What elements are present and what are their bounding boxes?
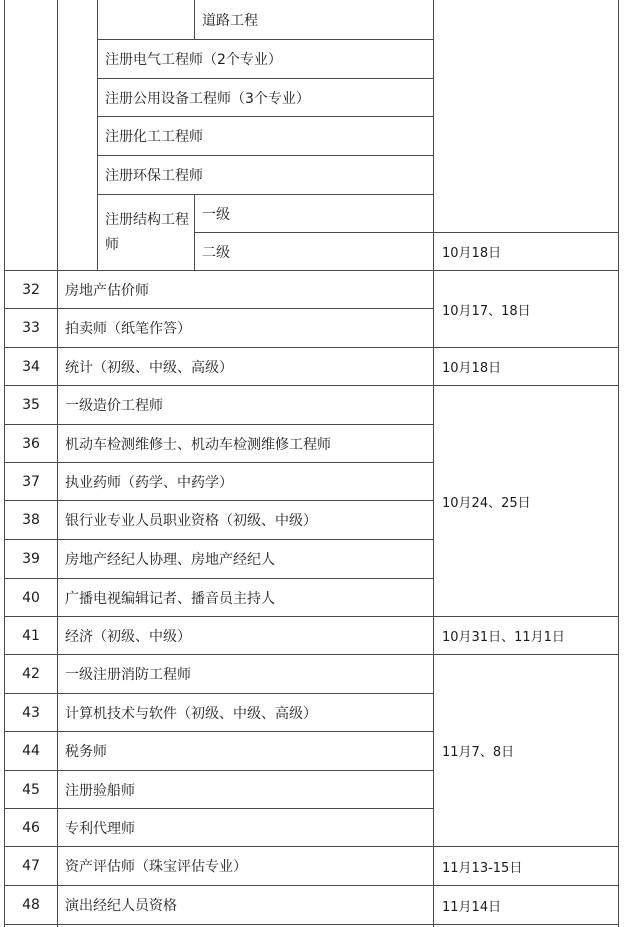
row-exam-name: 银行业专业人员职业资格（初级、中级） <box>65 513 317 529</box>
row-exam-name: 专利代理师 <box>65 820 135 837</box>
row-number: 39 <box>22 551 40 567</box>
cell-date-48: 11月14日 <box>442 899 502 915</box>
cell-level-two: 二级 <box>202 244 230 261</box>
row-exam-name: 统计（初级、中级、高级） <box>65 359 233 376</box>
cell-electrical-engineer: 注册电气工程师（2个专业） <box>105 52 282 68</box>
row-exam-name: 房地产经纪人协理、房地产经纪人 <box>65 552 275 568</box>
row-exam-name: 一级造价工程师 <box>65 398 163 414</box>
row-exam-name: 房地产估价师 <box>65 282 149 299</box>
row-number: 36 <box>22 435 40 452</box>
row-exam-name: 广播电视编辑记者、播音员主持人 <box>65 590 275 607</box>
cell-date-32-33: 10月17、18日 <box>442 303 531 319</box>
row-number: 41 <box>22 627 40 644</box>
row-exam-name: 拍卖师（纸笔作答） <box>65 321 191 337</box>
row-exam-name: 注册验船师 <box>65 782 135 799</box>
row-exam-name: 执业药师（药学、中药学） <box>65 474 233 491</box>
cell-date-35-40: 10月24、25日 <box>442 495 531 511</box>
row-exam-name: 一级注册消防工程师 <box>65 667 191 683</box>
cell-date-41: 10月31日、11月1日 <box>442 630 565 645</box>
row-number: 33 <box>22 320 40 336</box>
row-exam-name: 经济（初级、中级） <box>65 628 191 645</box>
row-number: 38 <box>22 512 40 528</box>
row-number: 40 <box>22 589 40 606</box>
cell-utilities-engineer: 注册公用设备工程师（3个专业） <box>105 90 310 107</box>
row-number: 42 <box>22 666 40 682</box>
row-number: 46 <box>22 819 40 836</box>
row-exam-name: 计算机技术与软件（初级、中级、高级） <box>65 705 317 722</box>
row-number: 37 <box>22 473 40 490</box>
row-exam-name: 资产评估师（珠宝评估专业） <box>65 859 247 875</box>
row-number: 35 <box>22 397 40 413</box>
cell-date-47: 11月13-15日 <box>442 860 523 876</box>
row-exam-name: 演出经纪人员资格 <box>65 898 177 914</box>
cell-road-engineering: 道路工程 <box>202 12 258 29</box>
row-number: 44 <box>22 743 40 759</box>
cell-level-one: 一级 <box>202 206 230 223</box>
row-number: 47 <box>22 858 40 874</box>
row-exam-name: 机动车检测维修士、机动车检测维修工程师 <box>65 436 331 453</box>
cell-chemical-engineer: 注册化工工程师 <box>105 129 203 145</box>
row-number: 45 <box>22 781 40 798</box>
row-number: 43 <box>22 704 40 721</box>
cell-environmental-engineer: 注册环保工程师 <box>105 168 203 184</box>
row-number: 34 <box>22 358 40 375</box>
row-number: 48 <box>22 897 40 913</box>
cell-date-42-46: 11月7、8日 <box>442 745 515 760</box>
cell-date-34: 10月18日 <box>442 361 502 376</box>
cell-date-level-two: 10月18日 <box>442 246 502 261</box>
row-exam-name: 税务师 <box>65 744 107 760</box>
row-number: 32 <box>22 281 40 298</box>
cell-structural-engineer: 注册结构工程师 <box>105 211 189 253</box>
